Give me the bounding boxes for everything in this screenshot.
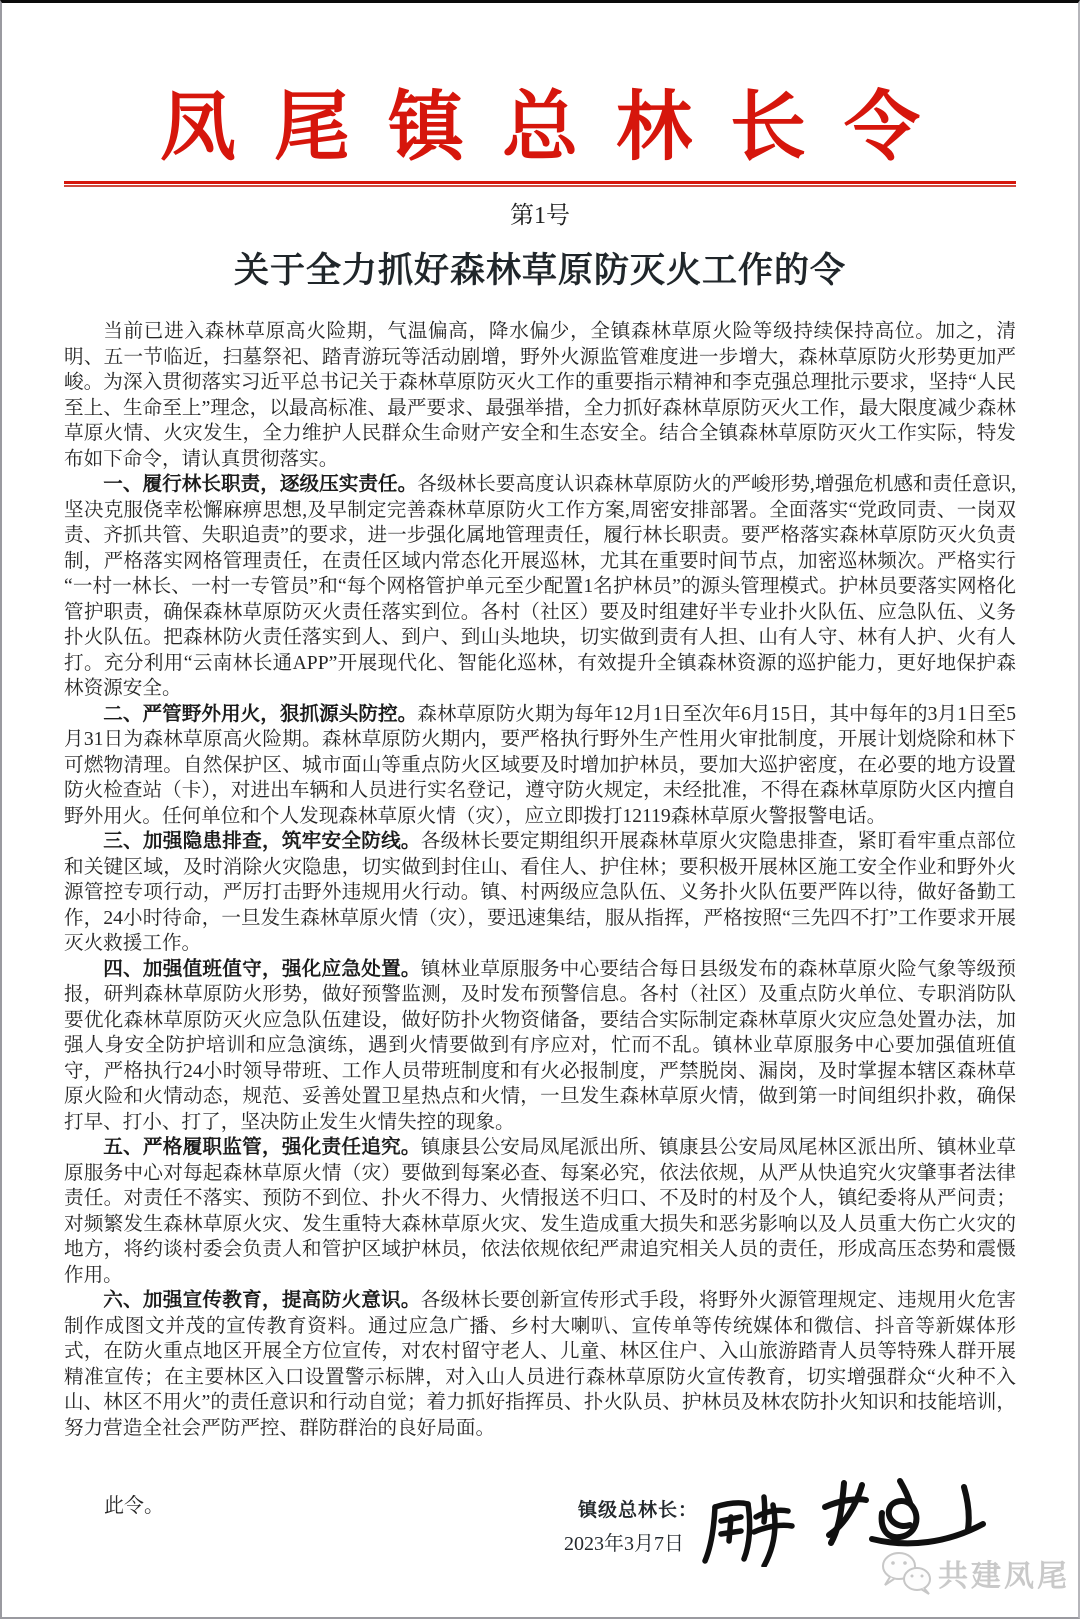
- title-rule-shadow: [64, 185, 1016, 187]
- order-paragraph-6: [64, 1288, 1016, 1441]
- paragraph-head: 二、严管野外用火，狠抓源头防控。: [103, 702, 418, 725]
- paragraph-text: 当前已进入森林草原高火险期，气温偏高，降水偏少，全镇森林草原火险等级持续保持高位。加之，清明、五一节临近，扫墓祭祀、踏青游玩等活动剧增，野外火源监管难度进一步增大，森林草原防火形势更加严峻。为深入贯彻落实习近平总书记关于森林草原防灭火工作的重要指示精神和李克强总理批示要求，坚持“人民至上、生命至上”理念，以最高标准、最严要求、最强举措，全力抓好森林草原防灭火工作，最大限度减少森林草原火情、火灾发生，全力维护人民群众生命财产安全和生态安全。结合全镇森林草原防灭火工作实际，特发布如下命令，请认真贯彻落实。: [64, 321, 1016, 470]
- document-subtitle: 关于全力抓好森林草原防灭火工作的令: [233, 251, 846, 290]
- watermark: [880, 1551, 1070, 1595]
- intro-paragraph: [64, 319, 1016, 472]
- order-paragraph-5: [64, 1135, 1016, 1288]
- handwritten-signature-1: [702, 1489, 802, 1567]
- closing-statement: 此令。: [104, 1495, 164, 1517]
- document-content: [2, 85, 1078, 1519]
- document-body: [64, 319, 1016, 1519]
- paragraph-text: 镇林业草原服务中心要结合每日县级发布的森林草原火险气象等级预报，研判森林草原防火形势，做好预警监测，及时发布预警信息。各村（社区）及重点防火单位、专职消防队要优化森林草原防灭火应急队伍建设，做好防扑火物资储备，要结合实际制定森林草原火灾应急处置办法，加强人身安全防护培训和应急演练，遇到火情要做到有序应对，忙而不乱。镇林业草原服务中心要加强值班值守，严格执行24小时领导带班、工作人员带班制度和有火必报制度，严禁脱岗、漏岗，及时掌握本辖区森林草原火险和火情动态，规范、妥善处置卫星热点和火情，一旦发生森林草原火情，做到第一时间组织扑救，确保打早、打小、打了，坚决防止发生火情失控的现象。: [64, 958, 1017, 1133]
- order-paragraph-3: [64, 829, 1016, 957]
- signature-date: 2023年3月7日: [564, 1533, 684, 1555]
- handwritten-signature-2: [820, 1471, 990, 1553]
- order-paragraph-4: [64, 957, 1016, 1136]
- paragraph-head: 四、加强值班值守，强化应急处置。: [103, 957, 421, 980]
- paragraph-text: 各级林长要创新宣传形式手段，将野外火源管理规定、违规用火危害制作成图文并茂的宣传教育资料。通过应急广播、乡村大喇叭、宣传单等传统媒体和微信、抖音等新媒体形式，在防火重点地区开展全方位宣传，对农村留守老人、儿童、林区住户、入山旅游踏青人员等特殊人群开展精准宣传；在主要林区入口设置警示标牌，对入山人员进行森林草原防火宣传教育，切实增强群众“火种不入山、林区不用火”的责任意识和行动自觉；着力抓好指挥员、扑火队员、护林员及林农防扑火知识和技能培训，努力营造全社会严防严控、群防群治的良好局面。: [64, 1290, 1017, 1439]
- watermark-text: 共建凤尾: [938, 1560, 1070, 1593]
- document-title: 凤尾镇总林长令: [160, 86, 958, 170]
- paragraph-text: 各级林长要高度认识森林草原防火的严峻形势,增强危机感和责任意识,坚决克服侥幸松懈麻痹思想,及早制定完善森林草原防火工作方案,周密安排部署。全面落实“党政同责、一岗双责、齐抓共管、失职追责”的要求，进一步强化属地管理责任，履行林长职责。要严格落实森林草原防灭火负责制，严格落实网格管理责任，在责任区域内常态化开展巡林，尤其在重要时间节点，加密巡林频次。严格实行“一村一林长、一村一专管员”和“每个网格管护单元至少配置1名护林员”的源头管理模式。护林员要落实网格化管护职责，确保森林草原防灭火责任落实到位。各村（社区）要及时组建好半专业扑火队伍、应急队伍、义务扑火队伍。把森林防火责任落实到人、到户、到山头地块，切实做到责有人担、山有人守、林有人护、火有人打。充分利用“云南林长通APP”开展现代化、智能化巡林，有效提升全镇森林资源的巡护能力，更好地保护森林资源安全。: [64, 474, 1017, 699]
- paragraph-text: 镇康县公安局凤尾派出所、镇康县公安局凤尾林区派出所、镇林业草原服务中心对每起森林草原火情（灾）要做到每案必查、每案必究，依法依规，从严从快追究火灾肇事者法律责任。对责任不落实、预防不到位、扑火不得力、火情报送不归口、不及时的村及个人，镇纪委将从严问责；对频繁发生森林草原火灾、发生重特大森林草原火灾、发生造成重大损失和恶劣影响以及人员重大伤亡火灾的地方，将约谈村委会负责人和管护区域护林员，依法依规依纪严肃追究相关人员的责任，形成高压态势和震慑作用。: [64, 1137, 1017, 1286]
- wechat-logo-icon: [880, 1551, 932, 1595]
- paragraph-head: 六、加强宣传教育，提高防火意识。: [103, 1289, 421, 1311]
- paragraph-text: 各级林长要定期组织开展森林草原火灾隐患排查，紧盯看牢重点部位和关键区域，及时消除火灾隐患，切实做到封住山、看住人、护住林；要积极开展林区施工安全作业和野外火源管控专项行动，严厉打击野外违规用火行动。镇、村两级应急队伍、义务扑火队伍要严阵以待，做好备勤工作，24小时待命，一旦发生森林草原火情（灾），要迅速集结，服从指挥，严格按照“三先四不打”工作要求开展灭火救援工作。: [64, 831, 1017, 954]
- title-rule: [64, 181, 1016, 184]
- paragraph-head: 一、履行林长职责，逐级压实责任。: [103, 473, 418, 495]
- order-paragraph-2: [64, 702, 1016, 830]
- paragraph-head: 五、严格履职监管，强化责任追究。: [103, 1136, 421, 1158]
- paragraph-text: 森林草原防火期为每年12月1日至次年6月15日，其中每年的3月1日至5月31日为森林草原高火险期。森林草原防火期内，要严格执行野外生产性用火审批制度，开展计划烧除和林下可燃物清理。自然保护区、城市面山等重点防火区域要及时增加护林员，要加大巡护密度，在必要的地方设置防火检查站（卡），对进出车辆和人员进行实名登记，遵守防火规定，未经批准，不得在森林草原防火区内擅自野外用火。任何单位和个人发现森林草原火情（灾），应立即拨打12119森林草原火警报警电话。: [64, 703, 1017, 827]
- order-number: 第1号: [510, 203, 570, 229]
- order-paragraph-1: [64, 472, 1016, 702]
- signer-title-label: 镇级总林长：: [578, 1500, 699, 1521]
- paragraph-head: 三、加强隐患排查，筑牢安全防线。: [103, 830, 421, 852]
